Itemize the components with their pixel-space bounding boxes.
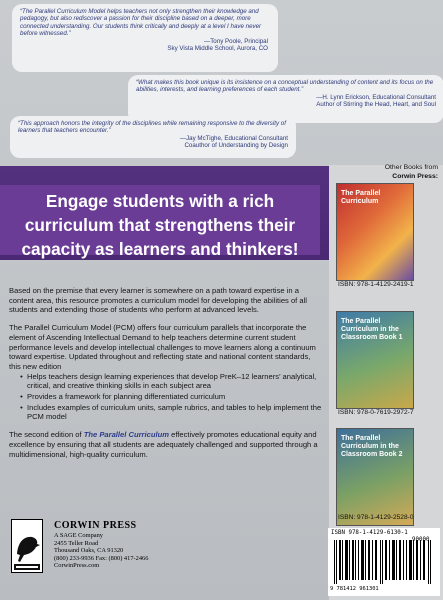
quote-affiliation: Coauthor of Understanding by Design: [184, 142, 288, 150]
book-isbn-1: ISBN: 978-1-4129-2419-1: [338, 281, 414, 288]
barcode-box: [328, 528, 440, 596]
barcode-number: 9 781412 961301: [330, 586, 379, 592]
publisher-name: CORWIN PRESS: [54, 520, 137, 531]
feature-list: [17, 372, 323, 423]
quote-affiliation: Author of Stirring the Head, Heart, and Soul: [316, 101, 436, 109]
sidebar-title-line2: Corwin Press:: [392, 172, 438, 180]
sidebar-title: [338, 164, 438, 181]
quote-author: —Tony Poole, Principal: [204, 37, 268, 45]
quote-poole: [12, 4, 278, 72]
barcode-icon: [334, 540, 432, 584]
book-title: The Parallel Curriculum: [341, 190, 381, 205]
p3-intro: The second edition of: [9, 430, 84, 440]
quote-author: —Jay McTighe, Educational Consultant: [179, 134, 288, 142]
book-title: The Parallel Curriculum in the Classroom Book 1: [341, 318, 403, 341]
publisher-phone: (800) 233-9936 Fax: (800) 417-2466: [54, 554, 149, 562]
feature-item: • Includes examples of curriculum units, sample rubrics, and tables to help implement the PCM model: [27, 403, 323, 422]
book-title: The Parallel Curriculum in the Classroom Book 2: [341, 435, 403, 458]
publisher-logo: [11, 519, 43, 573]
book-isbn-3: ISBN: 978-1-4129-2528-0: [338, 514, 414, 521]
book-title-emphasis: The Parallel Curriculum: [83, 430, 169, 440]
publisher-web: CorwinPress.com: [54, 562, 100, 570]
book-isbn-2: ISBN: 978-0-7619-2972-7: [338, 409, 414, 416]
publisher-company: A SAGE Company: [54, 532, 103, 539]
description-paragraph-3: [9, 430, 323, 459]
book-cover-3: [336, 428, 414, 526]
publisher-block: [54, 520, 148, 570]
headline-text: Engage students with a rich curriculum that strengthens their capacity as learners and thinkers!: [21, 191, 299, 259]
quote-mctighe: [10, 116, 296, 158]
publisher-address-1: 2455 Teller Road: [54, 539, 99, 547]
publisher-address-2: Thousand Oaks, CA 91320: [54, 547, 124, 555]
quote-text: “The Parallel Curriculum Model helps teachers not only strengthen their knowledge and pedagogy, but also rediscover a passion for their discipline based on a deeper, more connected understanding. Our students think critically and deeply at a level I have never before witnessed.”: [20, 8, 262, 38]
quote-author: —H. Lynn Erickson, Educational Consultant: [316, 93, 436, 101]
description: [9, 286, 323, 467]
description-paragraph-2: The Parallel Curriculum Model (PCM) offers four curriculum parallels that incorporate the element of Ascending Intellectual Demand to help teachers determine current student performance levels and develop intellectual challenges to move learners along a continuum toward expertise. Updated throughout and reflecting state and national content standards, this new edition: [9, 323, 316, 371]
quote-text: “What makes this book unique is its insistence on a conceptual understanding of content and its focus on the abilities, interests, and learning preferences of each student.”: [136, 79, 434, 94]
barcode-isbn: ISBN 978-1-4129-6130-1: [331, 530, 408, 536]
feature-item: • Provides a framework for planning differentiated curriculum: [27, 392, 323, 402]
description-paragraph-1: Based on the premise that every learner is somewhere on a path toward expertise in a content area, this resource promotes a curriculum model for developing the abilities of all students and extending those of students who perform at advanced levels.: [9, 286, 307, 315]
book-cover-1: [336, 183, 414, 281]
p3-rest: effectively promotes educational equity and excellence by ensuring that all students are adequately challenged and supported through a multidimensional, high-quality curriculum.: [9, 430, 318, 459]
quote-text: “This approach honors the integrity of the disciplines while remaining responsive to the diversity of learners that teachers encounter.”: [18, 120, 286, 135]
raven-icon: [12, 520, 42, 572]
book-cover-2: [336, 311, 414, 409]
sidebar-title-line1: Other Books from: [384, 164, 438, 171]
feature-item: • Helps teachers design learning experiences that develop PreK–12 learners’ analytical, critical, and creative thinking skills in each subject area: [27, 372, 323, 391]
headline-box: [0, 185, 320, 259]
quote-affiliation: Sky Vista Middle School, Aurora, CO: [167, 45, 268, 53]
